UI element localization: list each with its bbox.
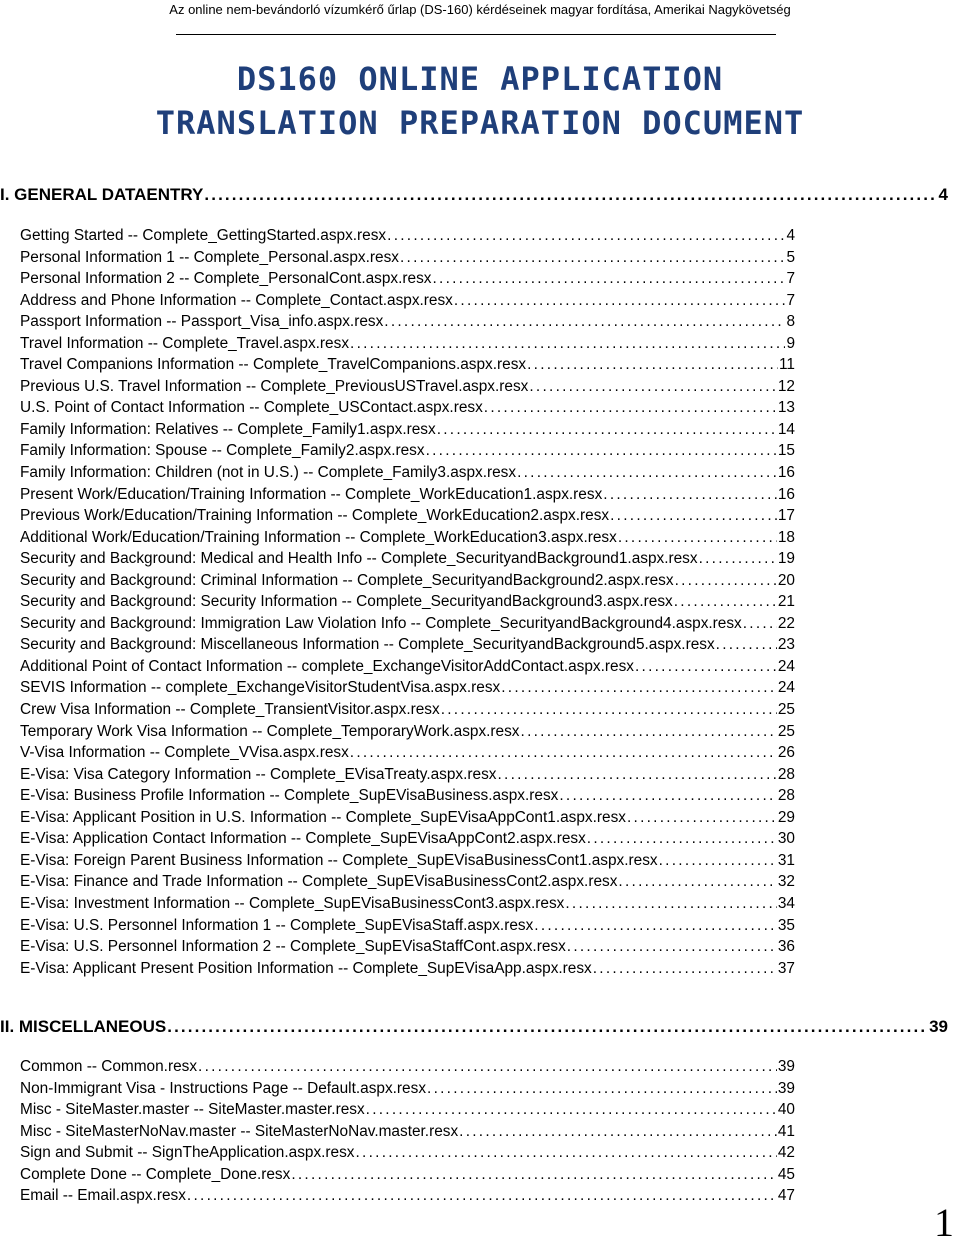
toc-entry[interactable] [20, 615, 795, 637]
toc-entry[interactable] [20, 1166, 795, 1188]
toc-entry-page: 31 [777, 851, 795, 869]
toc-dot-leader [501, 679, 777, 697]
toc-entry-page: 7 [786, 291, 795, 309]
toc-dot-leader [699, 550, 777, 568]
toc-entry-title: Temporary Work Visa Information -- Complete_TemporaryWork.aspx.resx [20, 722, 520, 740]
toc-dot-leader [366, 1101, 777, 1119]
toc-entry-title: Passport Information -- Passport_Visa_info.aspx.resx [20, 313, 384, 331]
toc-entry[interactable] [20, 464, 795, 486]
toc-entry-page: 32 [777, 873, 795, 891]
toc-entry-title: E-Visa: Business Profile Information -- Complete_SupEVisaBusiness.aspx.resx [20, 787, 559, 805]
toc-entry[interactable] [20, 572, 795, 594]
toc-entry[interactable] [20, 636, 795, 658]
toc-entry-title: E-Visa: U.S. Personnel Information 2 -- Complete_SupEVisaStaffCont.aspx.resx [20, 938, 566, 956]
toc-entry[interactable] [20, 335, 795, 357]
toc-entry-page: 17 [777, 507, 795, 525]
toc-entry-page: 12 [777, 377, 795, 395]
toc-entry-page: 8 [786, 313, 795, 331]
toc-entry[interactable] [20, 723, 795, 745]
toc-entry-page: 7 [786, 270, 795, 288]
toc-entry-title: Family Information: Children (not in U.S.) -- Complete_Family3.aspx.resx [20, 464, 517, 482]
toc-entry-title: Previous U.S. Travel Information -- Complete_PreviousUSTravel.aspx.resx [20, 377, 529, 395]
toc-dot-leader [627, 809, 777, 827]
toc-dot-leader [603, 486, 777, 504]
toc-entry-page: 20 [777, 571, 795, 589]
toc-entry[interactable] [20, 313, 795, 335]
toc-section-heading-text: II. MISCELLANEOUS [0, 1017, 167, 1036]
document-title-line1: DS160 ONLINE APPLICATION [236, 60, 724, 98]
toc-entry-page: 23 [777, 636, 795, 654]
toc-entry-page: 4 [786, 227, 795, 244]
toc-entry-title: V-Visa Information -- Complete_VVisa.aspx.resx [20, 744, 349, 762]
toc-entry[interactable] [20, 658, 795, 680]
toc-entry-title: Travel Companions Information -- Complete_TravelCompanions.aspx.resx [20, 356, 527, 374]
toc-dot-leader [527, 356, 778, 374]
toc-entry-page: 21 [777, 593, 795, 611]
toc-entry-page: 16 [777, 464, 795, 482]
toc-entry[interactable] [20, 895, 795, 917]
toc-entry[interactable] [20, 550, 795, 572]
toc-entry-title: Family Information: Spouse -- Complete_Family2.aspx.resx [20, 442, 425, 460]
toc-entry-title: Common -- Common.resx [20, 1058, 198, 1075]
toc-entry-page: 39 [777, 1058, 795, 1075]
toc-dot-leader [384, 313, 785, 331]
toc-entry[interactable] [20, 873, 795, 895]
toc-entry-page: 45 [777, 1165, 795, 1183]
toc-dot-leader [529, 378, 777, 396]
toc-entry[interactable] [20, 378, 795, 400]
toc-dot-leader [356, 1144, 777, 1162]
toc-dot-leader [484, 399, 777, 417]
toc-entry-title: Misc - SiteMaster.master -- SiteMaster.master.resx [20, 1101, 365, 1119]
toc-entry-page: 13 [777, 399, 795, 417]
toc-entry-page: 15 [777, 442, 795, 460]
toc-section-heading[interactable] [0, 185, 948, 207]
toc-entry-page: 40 [777, 1101, 795, 1119]
toc-entry-page: 30 [777, 830, 795, 848]
toc-entry-list [20, 1058, 795, 1209]
toc-entry-title: Family Information: Relatives -- Complete_Family1.aspx.resx [20, 420, 436, 438]
toc-entry-page: 9 [786, 334, 795, 352]
toc-section-page: 39 [929, 1017, 948, 1036]
toc-section-page: 4 [938, 185, 948, 204]
toc-entry-title: E-Visa: Visa Category Information -- Complete_EVisaTreaty.aspx.resx [20, 765, 497, 783]
toc-entry[interactable] [20, 1080, 795, 1102]
toc-entry[interactable] [20, 421, 795, 443]
toc-entry-title: E-Visa: Investment Information -- Complete_SupEVisaBusinessCont3.aspx.resx [20, 894, 565, 912]
toc-entry-title: Personal Information 1 -- Complete_Personal.aspx.resx [20, 248, 399, 266]
toc-entry[interactable] [20, 593, 795, 615]
toc-entry[interactable] [20, 442, 795, 464]
toc-section-heading-text: I. GENERAL DATAENTRY [0, 185, 204, 204]
toc-entry[interactable] [20, 270, 795, 292]
toc-entry-page: 36 [777, 938, 795, 956]
toc-dot-leader [521, 723, 777, 741]
toc-entry-page: 18 [777, 528, 795, 546]
toc-entry-page: 19 [777, 550, 795, 568]
toc-entry[interactable] [20, 399, 795, 421]
toc-entry[interactable] [20, 679, 795, 701]
toc-entry[interactable] [20, 1144, 795, 1166]
toc-dot-leader [432, 270, 785, 288]
toc-dot-leader [743, 615, 777, 633]
toc-entry-title: SEVIS Information -- complete_ExchangeVisitorStudentVisa.aspx.resx [20, 679, 501, 697]
toc-entry-title: Travel Information -- Complete_Travel.aspx.resx [20, 334, 350, 352]
toc-dot-leader [427, 1080, 777, 1098]
toc-entry-page: 34 [777, 894, 795, 912]
toc-entry-title: Security and Background: Criminal Information -- Complete_SecurityandBackground2.aspx.resx [20, 571, 674, 589]
toc-entry[interactable] [20, 960, 795, 982]
toc-entry-page: 42 [777, 1144, 795, 1162]
toc-entry-page: 29 [777, 808, 795, 826]
document-title-line2: TRANSLATION PREPARATION DOCUMENT [155, 104, 805, 142]
header-rule [176, 34, 776, 35]
toc-entry-title: Security and Background: Immigration Law Violation Info -- Complete_SecurityandBackground4.aspx.resx [20, 614, 742, 632]
toc-dot-leader [618, 873, 776, 891]
toc-entry-page: 26 [777, 744, 795, 762]
toc-entry-page: 39 [777, 1079, 795, 1097]
toc-dot-leader [350, 335, 785, 353]
toc-entry[interactable] [20, 1058, 795, 1080]
toc-dot-leader [593, 960, 777, 978]
toc-entry-title: Security and Background: Medical and Health Info -- Complete_SecurityandBackground1.aspx.resx [20, 550, 698, 568]
toc-entry-title: Additional Point of Contact Information -- complete_ExchangeVisitorAddContact.aspx.resx [20, 657, 634, 675]
page-number: 1 [934, 1200, 954, 1245]
toc-dot-leader [534, 917, 777, 935]
toc-dot-leader [437, 421, 777, 439]
toc-dot-leader [350, 744, 777, 762]
toc-entry-title: Previous Work/Education/Training Information -- Complete_WorkEducation2.aspx.resx [20, 507, 610, 525]
toc-section-heading[interactable] [0, 1017, 948, 1039]
toc-entry[interactable] [20, 249, 795, 271]
toc-entry-title: Non-Immigrant Visa - Instructions Page -- Default.aspx.resx [20, 1079, 427, 1097]
toc-entry[interactable] [20, 766, 795, 788]
toc-entry-title: Security and Background: Miscellaneous Information -- Complete_SecurityandBackground5.aspx.resx [20, 636, 715, 654]
toc-entry-page: 11 [779, 356, 795, 374]
toc-entry-title: Complete Done -- Complete_Done.resx [20, 1165, 291, 1183]
toc-entry-page: 24 [777, 679, 795, 697]
toc-entry-title: Address and Phone Information -- Complete_Contact.aspx.resx [20, 291, 453, 309]
toc-dot-leader [675, 572, 777, 590]
toc-dot-leader [517, 464, 777, 482]
toc-entry[interactable] [20, 701, 795, 723]
toc-entry[interactable] [20, 227, 795, 249]
toc-entry-title: E-Visa: Applicant Present Position Information -- Complete_SupEVisaApp.aspx.resx [20, 959, 592, 977]
toc-entry-page: 25 [777, 722, 795, 740]
toc-entry[interactable] [20, 292, 795, 314]
toc-entry-page: 24 [777, 657, 795, 675]
toc-entry-title: Present Work/Education/Training Information -- Complete_WorkEducation1.aspx.resx [20, 485, 603, 503]
toc-entry-page: 25 [777, 701, 795, 719]
toc-dot-leader [716, 636, 777, 654]
toc-dot-leader [454, 292, 786, 310]
toc-entry[interactable] [20, 917, 795, 939]
toc-entry-title: Crew Visa Information -- Complete_TransientVisitor.aspx.resx [20, 701, 440, 719]
toc-entry[interactable] [20, 529, 795, 551]
toc-entry-page: 28 [777, 787, 795, 805]
toc-entry[interactable] [20, 1123, 795, 1145]
toc-entry-title: E-Visa: Finance and Trade Information -- Complete_SupEVisaBusinessCont2.aspx.resx [20, 873, 618, 891]
toc-dot-leader [187, 1187, 777, 1205]
toc-entry-title: Additional Work/Education/Training Information -- Complete_WorkEducation3.aspx.resx [20, 528, 617, 546]
toc-dot-leader [659, 852, 777, 870]
toc-dot-leader [635, 658, 777, 676]
toc-dot-leader [204, 185, 937, 205]
toc-entry[interactable] [20, 356, 795, 378]
toc-dot-leader [291, 1166, 777, 1184]
toc-entry-title: E-Visa: Application Contact Information -- Complete_SupEVisaAppCont2.aspx.resx [20, 830, 586, 848]
toc-entry-title: Misc - SiteMasterNoNav.master -- SiteMasterNoNav.master.resx [20, 1122, 459, 1140]
toc-entry[interactable] [20, 809, 795, 831]
toc-dot-leader [610, 507, 777, 525]
toc-dot-leader [587, 830, 777, 848]
toc-dot-leader [674, 593, 777, 611]
toc-entry[interactable] [20, 744, 795, 766]
toc-entry-page: 41 [777, 1122, 795, 1140]
toc-dot-leader [497, 766, 776, 784]
toc-entry-page: 22 [777, 614, 795, 632]
toc-entry-title: Personal Information 2 -- Complete_PersonalCont.aspx.resx [20, 270, 432, 288]
toc-dot-leader [441, 701, 777, 719]
toc-entry-title: E-Visa: Applicant Position in U.S. Information -- Complete_SupEVisaAppCont1.aspx.resx [20, 808, 626, 826]
toc-dot-leader [459, 1123, 777, 1141]
toc-entry[interactable] [20, 787, 795, 809]
toc-entry-title: Security and Background: Security Information -- Complete_SecurityandBackground3.aspx.resx [20, 593, 673, 611]
toc-dot-leader [426, 442, 777, 460]
toc-entry-title: Sign and Submit -- SignTheApplication.aspx.resx [20, 1144, 355, 1162]
toc-entry-page: 37 [777, 959, 795, 977]
toc-entry-page: 16 [777, 485, 795, 503]
toc-entry-title: E-Visa: U.S. Personnel Information 1 -- Complete_SupEVisaStaff.aspx.resx [20, 916, 534, 934]
toc-dot-leader [565, 895, 777, 913]
toc-dot-leader [198, 1058, 777, 1076]
toc-entry-page: 14 [777, 420, 795, 438]
toc-entry-page: 47 [777, 1187, 795, 1205]
toc-entry[interactable] [20, 507, 795, 529]
toc-dot-leader [567, 938, 777, 956]
toc-entry[interactable] [20, 486, 795, 508]
toc-dot-leader [400, 249, 785, 267]
toc-entry[interactable] [20, 852, 795, 874]
running-header: Az online nem-bevándorló vízumkérő űrlap (DS-160) kérdéseinek magyar fordítása, Amerikai Nagykövetség [169, 2, 791, 17]
toc-entry[interactable] [20, 1101, 795, 1123]
toc-entry-title: U.S. Point of Contact Information -- Complete_USContact.aspx.resx [20, 399, 483, 417]
toc-dot-leader [387, 227, 785, 245]
toc-dot-leader [167, 1017, 928, 1037]
toc-entry-list [20, 227, 795, 981]
toc-entry-title: E-Visa: Foreign Parent Business Information -- Complete_SupEVisaBusinessCont1.aspx.resx [20, 851, 658, 869]
toc-entry-title: Email -- Email.aspx.resx [20, 1187, 186, 1205]
toc-entry-page: 35 [777, 916, 795, 934]
toc-entry[interactable] [20, 938, 795, 960]
toc-dot-leader [559, 787, 777, 805]
toc-entry-page: 28 [777, 765, 795, 783]
toc-entry[interactable] [20, 1187, 795, 1209]
toc-entry-page: 5 [786, 248, 795, 266]
toc-dot-leader [618, 529, 777, 547]
toc-entry-title: Getting Started -- Complete_GettingStarted.aspx.resx [20, 227, 387, 244]
toc-entry[interactable] [20, 830, 795, 852]
